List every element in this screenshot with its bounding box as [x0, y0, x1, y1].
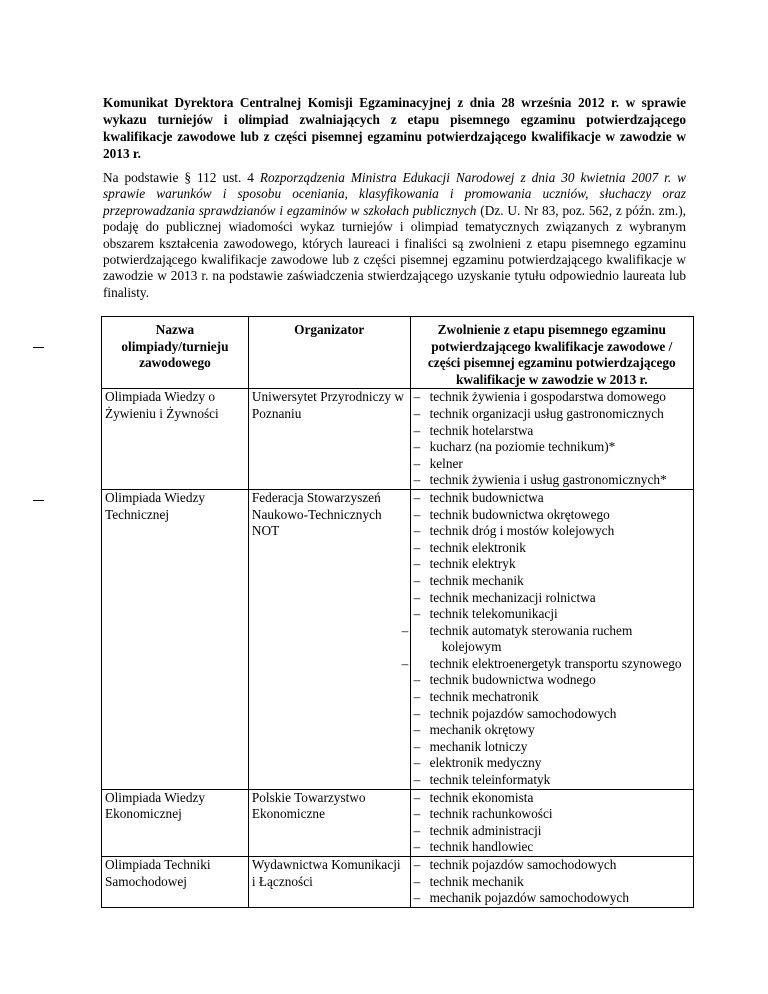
list-item: – technik elektronik — [414, 540, 690, 557]
list-item: – technik budownictwa — [414, 490, 690, 507]
intro-part-2: (Dz. U. Nr 83, poz. 562, z późn. zm.), podaję do publicznej wiadomości wykaz turniejów i olimpiad tematycznych związanych z wybranym obszarem kształcenia zawodowego, których laureaci i finaliści są zwolnieni z etapu pisemnego egzaminu potwierdzającego kwalifikacje zawodowe lub z części pisemnej egzaminu potwierdzającego kwalifikacje w zawodzie w 2013 r. na podstawie zaświadczenia stwierdzającego uzyskanie tytułu odpowiednio laureata lub finalisty. — [103, 202, 686, 300]
olympiad-organizer: Federacja Stowarzyszeń Naukowo-Technicznych NOT — [248, 489, 410, 789]
list-item: – technik żywienia i gospodarstwa domowego — [414, 389, 690, 406]
profession-list — [414, 857, 690, 907]
olympiad-name: Olimpiada Wiedzy Ekonomicznej — [102, 789, 249, 856]
list-item: – technik elektryk — [414, 556, 690, 573]
olympiad-name: Olimpiada Wiedzy o Żywieniu i Żywności — [102, 389, 249, 490]
profession-list — [414, 389, 690, 489]
margin-mark — [33, 500, 44, 501]
list-item: – technik handlowiec — [414, 839, 690, 856]
olympiads-table — [101, 316, 694, 908]
document-heading: Komunikat Dyrektora Centralnej Komisji Egzaminacyjnej z dnia 28 września 2012 r. w sprawie wykazu turniejów i olimpiad zwalniających z etapu pisemnego egzaminu potwierdzającego kwalifikacje zawodowe lub z części pisemnej egzaminu potwierdzającego kwalifikacje w zawodzie w 2013 r. — [103, 95, 686, 161]
margin-mark — [33, 347, 44, 348]
list-item: – technik telekomunikacji — [414, 606, 690, 623]
profession-list-cell — [410, 489, 693, 789]
header-exemption: Zwolnienie z etapu pisemnego egzaminu potwierdzającego kwalifikacje zawodowe / części pisemnej egzaminu potwierdzającego kwalifikacje w zawodzie w 2013 r. — [410, 317, 693, 389]
profession-list-cell — [410, 789, 693, 856]
table-row — [102, 857, 694, 908]
profession-list-cell — [410, 857, 693, 908]
list-item: – technik mechanizacji rolnictwa — [414, 590, 690, 607]
table-row — [102, 489, 694, 789]
list-item: – technik hotelarstwa — [414, 423, 690, 440]
list-item: – elektronik medyczny — [414, 755, 690, 772]
intro-paragraph — [103, 170, 686, 301]
list-item: – kelner — [414, 456, 690, 473]
olympiad-name: Olimpiada Techniki Samochodowej — [102, 857, 249, 908]
list-item: – technik elektroenergetyk transportu szynowego — [414, 656, 690, 673]
table-header-row — [102, 317, 694, 389]
list-item: – technik organizacji usług gastronomicznych — [414, 406, 690, 423]
list-item: – mechanik lotniczy — [414, 739, 690, 756]
olympiad-organizer: Uniwersytet Przyrodniczy w Poznaniu — [248, 389, 410, 490]
list-item: – technik żywienia i usług gastronomicznych* — [414, 472, 690, 489]
header-organizer: Organizator — [248, 317, 410, 389]
profession-list — [414, 790, 690, 856]
header-name: Nazwa olimpiady/turnieju zawodowego — [102, 317, 249, 389]
list-item: – mechanik okrętowy — [414, 722, 690, 739]
intro-part-1: Na podstawie § 112 ust. 4 — [103, 170, 260, 185]
list-item: – technik teleinformatyk — [414, 772, 690, 789]
regulation-title: Rozporządzenia Ministra Edukacji Narodowej z dnia 30 kwietnia 2007 r. w sprawie warunków i sposobu oceniania, klasyfikowania i promowania uczniów, słuchaczy oraz przeprowadzania sprawdzianów i egzaminów w szkołach publicznych — [103, 170, 686, 218]
list-item: – technik mechanik — [414, 573, 690, 590]
profession-list — [414, 490, 690, 789]
list-item: – technik pojazdów samochodowych — [414, 706, 690, 723]
list-item: – technik automatyk sterowania ruchem kolejowym — [414, 623, 690, 656]
profession-list-cell — [410, 389, 693, 490]
table-row — [102, 389, 694, 490]
olympiad-name: Olimpiada Wiedzy Technicznej — [102, 489, 249, 789]
list-item: – mechanik pojazdów samochodowych — [414, 890, 690, 907]
olympiad-organizer: Polskie Towarzystwo Ekonomiczne — [248, 789, 410, 856]
list-item: – kucharz (na poziomie technikum)* — [414, 439, 690, 456]
list-item: – technik budownictwa okrętowego — [414, 507, 690, 524]
list-item: – technik dróg i mostów kolejowych — [414, 523, 690, 540]
list-item: – technik rachunkowości — [414, 806, 690, 823]
list-item: – technik ekonomista — [414, 790, 690, 807]
list-item: – technik mechanik — [414, 874, 690, 891]
list-item: – technik administracji — [414, 823, 690, 840]
list-item: – technik pojazdów samochodowych — [414, 857, 690, 874]
list-item: – technik budownictwa wodnego — [414, 672, 690, 689]
list-item: – technik mechatronik — [414, 689, 690, 706]
table-row — [102, 789, 694, 856]
olympiad-organizer: Wydawnictwa Komunikacji i Łączności — [248, 857, 410, 908]
